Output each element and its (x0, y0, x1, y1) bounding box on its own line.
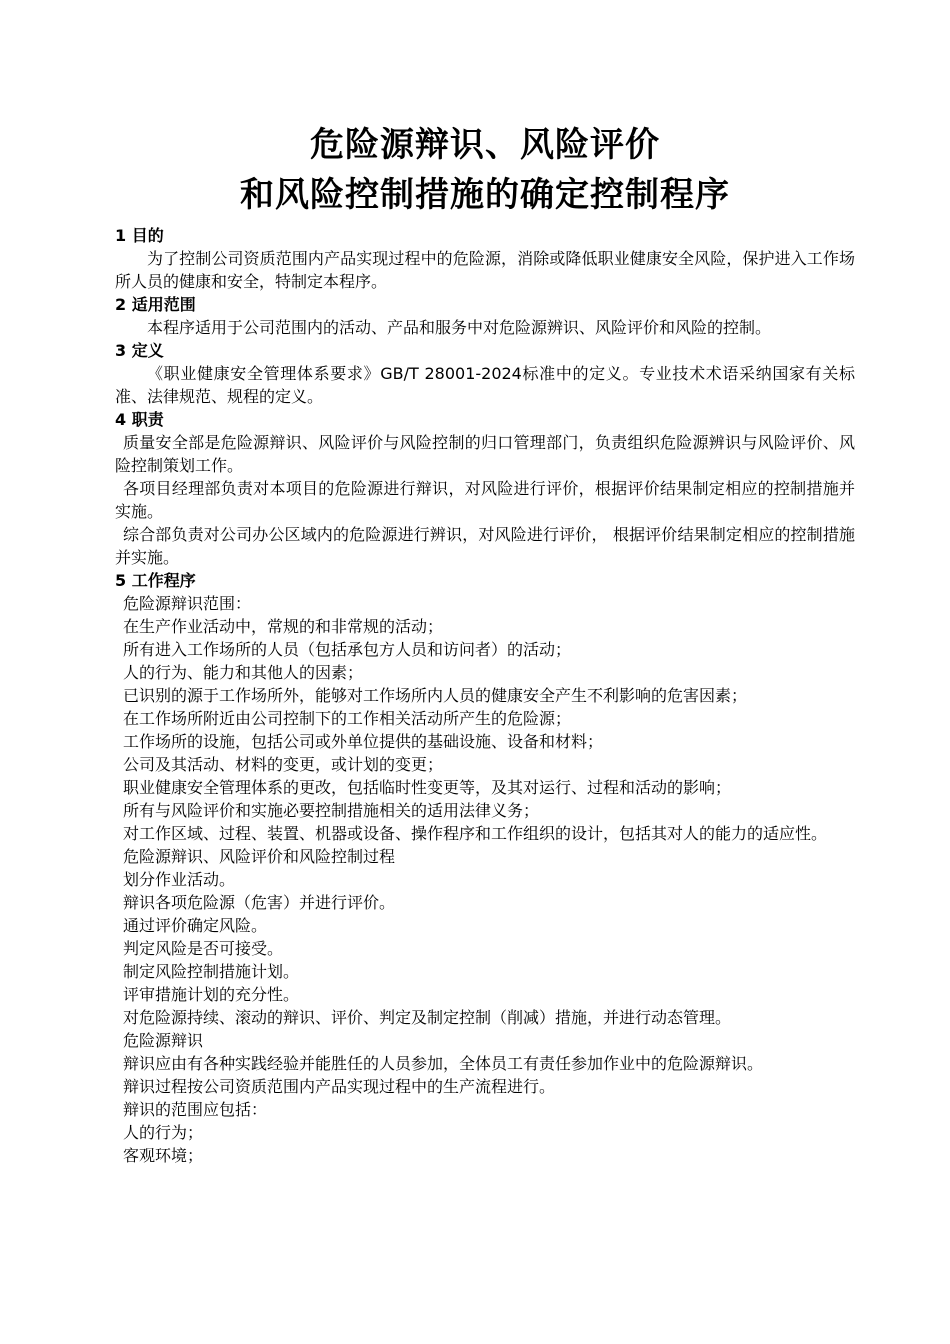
paragraph: 综合部负责对公司办公区域内的危险源进行辨识，对风险进行评价， 根据评价结果制定相应的控制措施并实施。 (115, 525, 855, 567)
section-heading: 3 定义 (115, 341, 164, 360)
list-item: 人的行为、能力和其他人的因素； (123, 663, 364, 682)
list-item: 对危险源持续、滚动的辩识、评价、判定及制定控制（削减）措施，并进行动态管理。 (123, 1008, 732, 1027)
paragraph: 本程序适用于公司范围内的活动、产品和服务中对危险源辨识、风险评价和风险的控制。 (147, 318, 772, 337)
list-item: 职业健康安全管理体系的更改，包括临时性变更等，及其对运行、过程和活动的影响； (123, 778, 732, 797)
paragraph: 《职业健康安全管理体系要求》GB/T 28001-2024标准中的定义。专业技术术语采纳国家有关标准、法律规范、规程的定义。 (115, 364, 855, 406)
list-item: 在生产作业活动中，常规的和非常规的活动； (123, 617, 444, 636)
list-item: 评审措施计划的充分性。 (123, 985, 300, 1004)
paragraph: 质量安全部是危险源辩识、风险评价与风险控制的归口管理部门，负责组织危险源辨识与风险评价、风险控制策划工作。 (115, 433, 855, 475)
list-item: 危险源辩识 (123, 1031, 204, 1050)
paragraph: 为了控制公司资质范围内产品实现过程中的危险源，消除或降低职业健康安全风险，保护进入工作场所人员的健康和安全，特制定本程序。 (115, 249, 855, 291)
list-item: 所有进入工作场所的人员（包括承包方人员和访问者）的活动； (123, 640, 572, 659)
list-item: 危险源辩识、风险评价和风险控制过程 (123, 847, 396, 866)
list-item: 对工作区域、过程、装置、机器或设备、操作程序和工作组织的设计，包括其对人的能力的适应性。 (123, 824, 828, 843)
section-definitions (115, 339, 855, 408)
list-item: 辩识过程按公司资质范围内产品实现过程中的生产流程进行。 (123, 1077, 556, 1096)
list-item: 辩识各项危险源（危害）并进行评价。 (123, 893, 396, 912)
list-item: 辩识应由有各种实践经验并能胜任的人员参加，全体员工有责任参加作业中的危险源辩识。 (123, 1054, 764, 1073)
list-item: 辩识的范围应包括： (123, 1100, 268, 1119)
section-heading: 1 目的 (115, 226, 164, 245)
section-scope (115, 293, 855, 339)
document-title-line-1: 危险源辩识、风险评价 (310, 125, 660, 165)
list-item: 判定风险是否可接受。 (123, 939, 284, 958)
section-procedure (115, 569, 855, 1167)
document-title-line-2: 和风险控制措施的确定控制程序 (240, 175, 730, 215)
list-item: 在工作场所附近由公司控制下的工作相关活动所产生的危险源； (123, 709, 572, 728)
list-item: 公司及其活动、材料的变更，或计划的变更； (123, 755, 444, 774)
list-item: 已识别的源于工作场所外，能够对工作场所内人员的健康安全产生不利影响的危害因素； (123, 686, 748, 705)
list-item: 制定风险控制措施计划。 (123, 962, 300, 981)
section-heading: 4 职责 (115, 410, 164, 429)
section-responsibilities (115, 408, 855, 569)
section-heading: 5 工作程序 (115, 571, 196, 590)
list-item: 客观环境； (123, 1146, 204, 1165)
list-item: 通过评价确定风险。 (123, 916, 268, 935)
list-item: 人的行为； (123, 1123, 204, 1142)
list-item: 工作场所的设施，包括公司或外单位提供的基础设施、设备和材料； (123, 732, 604, 751)
section-heading: 2 适用范围 (115, 295, 196, 314)
list-item: 危险源辩识范围： (123, 594, 252, 613)
document-page (115, 120, 855, 1167)
section-purpose (115, 224, 855, 293)
paragraph: 各项目经理部负责对本项目的危险源进行辩识，对风险进行评价，根据评价结果制定相应的控制措施并实施。 (115, 479, 855, 521)
list-item: 划分作业活动。 (123, 870, 236, 889)
list-item: 所有与风险评价和实施必要控制措施相关的适用法律义务； (123, 801, 540, 820)
